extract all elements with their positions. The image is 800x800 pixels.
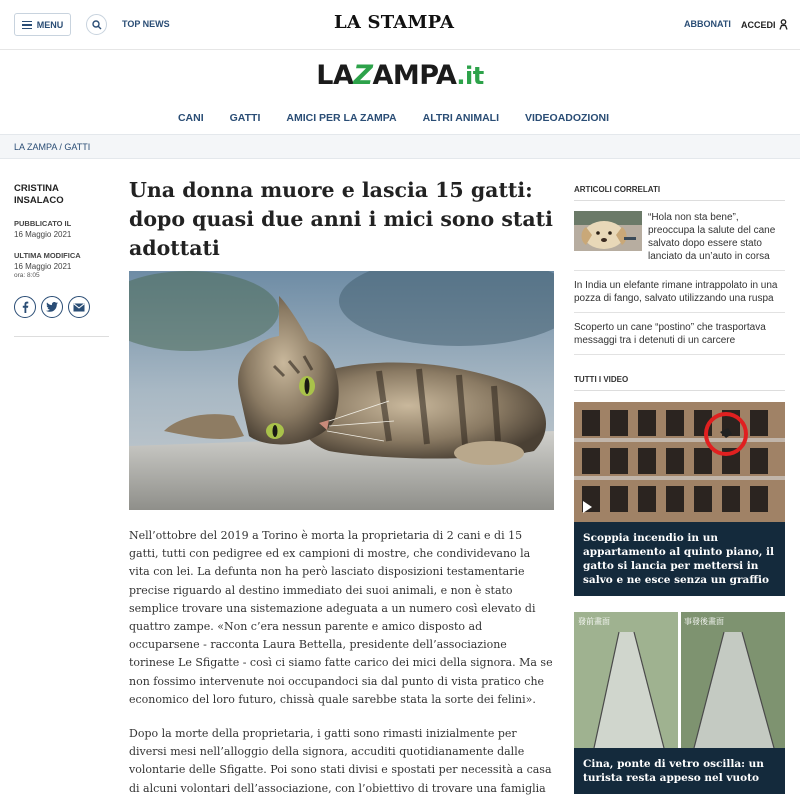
video-caption: Cina, ponte di vetro oscilla: un turista resta appeso nel vuoto xyxy=(574,748,785,794)
email-icon xyxy=(73,303,85,312)
twitter-icon xyxy=(46,302,58,312)
video-card[interactable] xyxy=(574,612,785,794)
tabby-cat-photo xyxy=(129,271,554,510)
video-card[interactable] xyxy=(574,402,785,596)
modified-date: 16 Maggio 2021 xyxy=(14,262,72,271)
breadcrumb-separator: / xyxy=(56,142,65,152)
article-paragraph: Nell’ottobre del 2019 a Torino è morta la proprietaria di 2 cani e di 15 gatti, tutti con pedigree ed ex campioni di mostre, che condividevano la vita con lei. La defunta non ha però lasciato disposizioni testamentarie precise riguardo al destino immediato dei suoi animali, e non è stato semplice trovare una sistemazione adeguata a un numero così elevato di quattro zampe. «Non c’era nessun parente e amico disposto ad occuparsene - racconta Laura Bettella, presidente dell’associazione torinese Le Sfigatte - così ci siamo fatte carico dei mici della signora. Ma se non fossimo intervenute noi occupandoci sia dal punto di vista pratico che economico del loro futuro, chissà quale sarebbe stata la sorte dei felini». xyxy=(129,529,553,706)
login-label: ACCEDI xyxy=(741,19,776,30)
right-sidebar xyxy=(574,185,785,794)
modified-time: ora: 8:05 xyxy=(14,272,40,279)
glass-bridge-video-frame xyxy=(574,612,785,748)
play-icon xyxy=(583,501,592,513)
all-videos-title: TUTTI I VIDEO xyxy=(574,375,785,391)
share-facebook-button[interactable] xyxy=(14,296,36,318)
article-paragraph: Dopo la morte della proprietaria, i gatti sono rimasti inizialmente per diversi mesi nell’alloggio della signora, accuditi quotidianamente dalle volontarie delle Sfigatte. Poi sono stati divisi e spostati per necessità a casa di alcuni volontari dell’associazione, con l’obiettivo di trovare una famiglia xyxy=(129,727,552,795)
search-icon xyxy=(92,20,102,30)
search-button[interactable] xyxy=(86,14,107,35)
section-nav xyxy=(0,112,800,124)
video-thumbnail[interactable] xyxy=(574,402,785,522)
nav-altri-animali[interactable]: ALTRI ANIMALI xyxy=(422,112,500,124)
breadcrumb xyxy=(14,142,90,152)
building-fire-video-frame xyxy=(574,402,785,522)
related-article-title: In India un elefante rimane intrappolato in una pozza di fango, salvato utilizzando una ruspa xyxy=(574,280,778,304)
breadcrumb-home[interactable]: LA ZAMPA xyxy=(14,142,57,152)
menu-label: MENU xyxy=(36,19,64,30)
nav-videoadozioni[interactable]: VIDEOADOZIONI xyxy=(525,112,610,124)
related-articles-title: ARTICOLI CORRELATI xyxy=(574,185,785,201)
nav-gatti[interactable]: GATTI xyxy=(229,112,261,124)
related-article-title: Scoperto un cane “postino” che trasportava messaggi tra i detenuti di un carcere xyxy=(574,322,766,346)
logo-part-it: .it xyxy=(456,62,484,90)
published-date: 16 Maggio 2021 xyxy=(14,230,72,239)
logo-part-la: LA xyxy=(316,60,354,91)
logo-part-ampa: AMPA xyxy=(372,60,457,91)
related-article-thumbnail[interactable] xyxy=(574,211,642,251)
top-bar xyxy=(0,0,800,50)
published-label: PUBBLICATO IL xyxy=(14,219,72,228)
la-stampa-logo[interactable]: LA STAMPA xyxy=(334,12,455,33)
article-meta xyxy=(14,183,109,337)
login-button[interactable] xyxy=(741,19,788,30)
share-twitter-button[interactable] xyxy=(41,296,63,318)
dog-photo xyxy=(574,211,642,251)
video-thumbnail[interactable] xyxy=(574,612,785,748)
breadcrumb-section[interactable]: GATTI xyxy=(64,142,91,152)
related-article[interactable] xyxy=(574,313,785,355)
subscribe-link[interactable]: ABBONATI xyxy=(684,19,731,29)
hamburger-icon xyxy=(22,21,32,29)
related-article[interactable] xyxy=(574,201,785,271)
article-headline: Una donna muore e lascia 15 gatti: dopo quasi due anni i mici sono stati adottati xyxy=(129,178,553,260)
related-article[interactable] xyxy=(574,271,785,313)
related-article-title: “Hola non sta bene”, preoccupa la salute del cane salvato dopo essere stato lanciato da un’auto in corsa xyxy=(648,212,776,262)
top-news-link[interactable]: TOP NEWS xyxy=(122,19,170,29)
video-caption: Scoppia incendio in un appartamento al quinto piano, il gatto si lancia per mettersi in salvo e ne esce senza un graffio xyxy=(574,522,785,596)
share-email-button[interactable] xyxy=(68,296,90,318)
video-label-before: 發前畫面 xyxy=(578,617,610,626)
video-label-after: 事發後畫面 xyxy=(684,617,724,626)
logo-part-z: Z xyxy=(353,60,373,91)
author-name[interactable]: CRISTINA INSALACO xyxy=(14,183,64,206)
modified-label: ULTIMA MODIFICA xyxy=(14,251,81,260)
share-bar xyxy=(14,296,109,337)
menu-button[interactable] xyxy=(14,13,71,36)
article-body xyxy=(129,527,554,800)
user-icon xyxy=(779,19,788,30)
facebook-icon xyxy=(21,301,29,313)
hero-image xyxy=(129,271,554,510)
nav-cani[interactable]: CANI xyxy=(177,112,204,124)
nav-amici-per-la-zampa[interactable]: AMICI PER LA ZAMPA xyxy=(286,112,397,124)
la-zampa-logo[interactable] xyxy=(0,60,800,91)
breadcrumb-bar xyxy=(0,134,800,159)
